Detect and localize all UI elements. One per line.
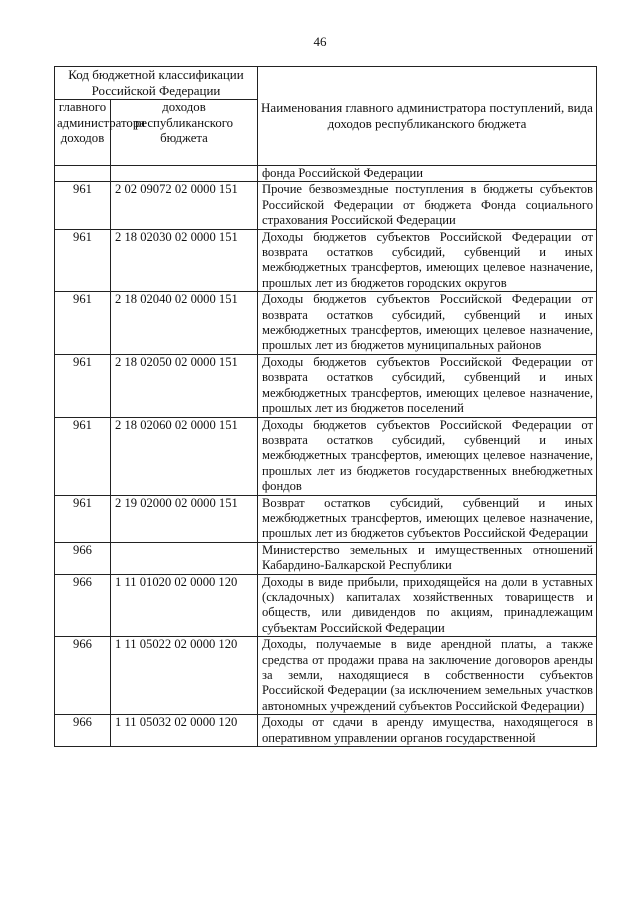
description-cell: фонда Российской Федерации <box>258 166 597 182</box>
table-row <box>55 292 597 355</box>
description-cell: Доходы бюджетов субъектов Российской Федерации от возврата остатков субсидий, субвенций и иных межбюджетных трансфертов, имеющих целевое назначение, прошлых лет из бюджетов поселений <box>258 354 597 417</box>
admin-code-cell: 961 <box>55 292 111 355</box>
budget-classification-table <box>54 66 597 747</box>
revenue-code-cell: 1 11 01020 02 0000 120 <box>111 574 258 637</box>
description-cell: Доходы, получаемые в виде арендной платы, а также средства от продажи права на заключение договоров аренды за земли, находящиеся в собственности субъектов Российской Федерации (за исключением земельных участков автономных учреждений субъектов Российской Федерации) <box>258 637 597 715</box>
revenue-code-cell: 2 02 09072 02 0000 151 <box>111 182 258 229</box>
admin-code-cell: 966 <box>55 637 111 715</box>
description-cell: Министерство земельных и имущественных отношений Кабардино-Балкарской Республики <box>258 542 597 574</box>
revenue-code-cell: 2 18 02030 02 0000 151 <box>111 229 258 292</box>
description-cell: Доходы бюджетов субъектов Российской Федерации от возврата остатков субсидий, субвенций и иных межбюджетных трансфертов, имеющих целевое назначение, прошлых лет из бюджетов городских округов <box>258 229 597 292</box>
header-name-column: Наименования главного администратора поступлений, вида доходов республиканского бюджета <box>258 67 597 166</box>
description-cell: Прочие безвозмездные поступления в бюджеты субъектов Российской Федерации от бюджета Фонда социального страхования Российской Федерации <box>258 182 597 229</box>
admin-code-cell: 961 <box>55 495 111 542</box>
description-cell: Возврат остатков субсидий, субвенций и иных межбюджетных трансфертов, имеющих целевое назначение, прошлых лет из бюджетов субъектов Российской Федерации <box>258 495 597 542</box>
revenue-code-cell: 2 19 02000 02 0000 151 <box>111 495 258 542</box>
table-row <box>55 542 597 574</box>
revenue-code-cell: 1 11 05022 02 0000 120 <box>111 637 258 715</box>
admin-code-cell: 961 <box>55 229 111 292</box>
revenue-code-cell: 1 11 05032 02 0000 120 <box>111 715 258 747</box>
revenue-code-cell <box>111 542 258 574</box>
page-number: 46 <box>313 34 327 49</box>
revenue-code-cell: 2 18 02040 02 0000 151 <box>111 292 258 355</box>
admin-code-cell: 966 <box>55 574 111 637</box>
table-row <box>55 166 597 182</box>
admin-code-cell: 961 <box>55 417 111 495</box>
admin-code-cell: 966 <box>55 542 111 574</box>
admin-code-cell: 966 <box>55 715 111 747</box>
admin-code-cell: 961 <box>55 354 111 417</box>
header-row-1 <box>55 67 597 100</box>
admin-code-cell <box>55 166 111 182</box>
revenue-code-cell <box>111 166 258 182</box>
description-cell: Доходы бюджетов субъектов Российской Федерации от возврата остатков субсидий, субвенций и иных межбюджетных трансфертов, имеющих целевое назначение, прошлых лет из бюджетов муниципальных районов <box>258 292 597 355</box>
header-budget-code-group: Код бюджетной классификации Российской Федерации <box>55 67 258 100</box>
description-cell: Доходы от сдачи в аренду имущества, находящегося в оперативном управлении органов государственной <box>258 715 597 747</box>
table-row <box>55 354 597 417</box>
header-admin-column: главного администратора доходов <box>55 100 111 166</box>
table-row <box>55 229 597 292</box>
table-row <box>55 715 597 747</box>
table-row <box>55 182 597 229</box>
admin-code-cell: 961 <box>55 182 111 229</box>
table-row <box>55 637 597 715</box>
table-row <box>55 495 597 542</box>
header-revenue-column: доходов республиканского бюджета <box>111 100 258 166</box>
revenue-code-cell: 2 18 02050 02 0000 151 <box>111 354 258 417</box>
description-cell: Доходы в виде прибыли, приходящейся на доли в уставных (складочных) капиталах хозяйственных товариществ и обществ, или дивидендов по акциям, принадлежащим субъектам Российской Федерации <box>258 574 597 637</box>
table-row <box>55 417 597 495</box>
revenue-code-cell: 2 18 02060 02 0000 151 <box>111 417 258 495</box>
table-row <box>55 574 597 637</box>
description-cell: Доходы бюджетов субъектов Российской Федерации от возврата остатков субсидий, субвенций и иных межбюджетных трансфертов, имеющих целевое назначение, прошлых лет из бюджетов государственных внебюджетных фондов <box>258 417 597 495</box>
